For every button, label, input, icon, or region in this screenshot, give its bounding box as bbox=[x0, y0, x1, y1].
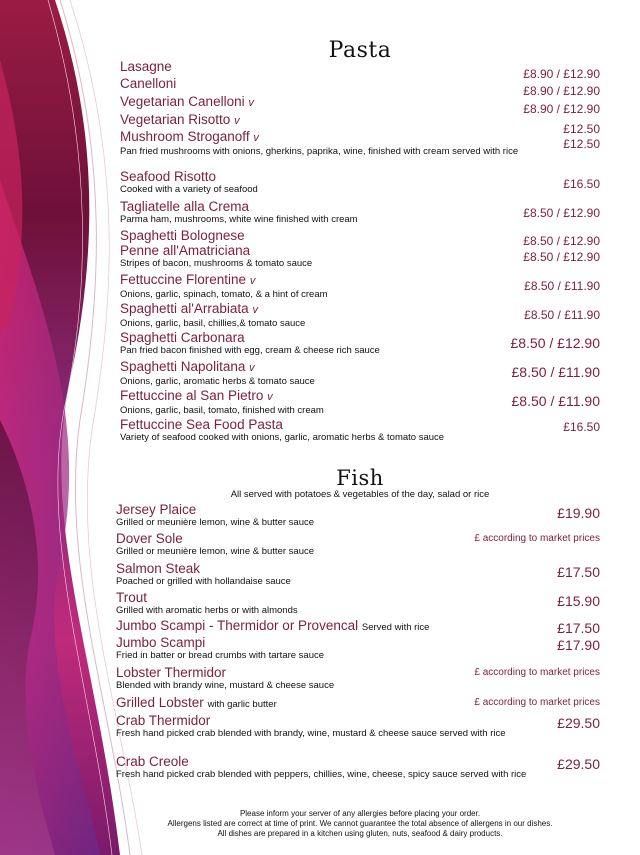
item-name bbox=[120, 169, 600, 184]
item-name-text: Vegetarian Risotto bbox=[120, 112, 231, 127]
menu-item bbox=[116, 561, 600, 587]
item-price: £15.90 bbox=[557, 593, 600, 609]
item-price: £12.50 bbox=[563, 137, 600, 151]
item-name-text: Salmon Steak bbox=[116, 561, 201, 576]
item-name bbox=[116, 635, 600, 650]
item-name bbox=[116, 754, 600, 769]
item-inline-note: Served with rice bbox=[361, 622, 430, 633]
item-name bbox=[116, 713, 600, 728]
menu-item bbox=[116, 695, 600, 712]
menu-item bbox=[120, 94, 600, 116]
footer-line: All dishes are prepared in a kitchen using gluten, nuts, seafood & dairy products. bbox=[217, 829, 503, 838]
menu-item bbox=[120, 417, 600, 443]
menu-item bbox=[120, 330, 600, 356]
item-price: £16.50 bbox=[563, 420, 600, 434]
footer-line: Allergens listed are correct at time of print. We cannot guarantee the total absence of allergens in our dishes. bbox=[167, 819, 553, 828]
footer-line: Please inform your server of any allergies before placing your order. bbox=[239, 809, 481, 818]
item-description: Onions, garlic, basil, tomato, finished with cream bbox=[120, 405, 324, 416]
item-price: £8.50 / £11.90 bbox=[524, 308, 600, 322]
vegetarian-marker: v bbox=[234, 115, 240, 127]
menu-item bbox=[116, 590, 600, 616]
item-price: £8.90 / £12.90 bbox=[523, 67, 600, 81]
item-description: Pan fried bacon finished with egg, cream & cheese rich sauce bbox=[120, 345, 380, 356]
item-name-text: Mushroom Stroganoff bbox=[120, 129, 250, 144]
item-name-text: Fettuccine Sea Food Pasta bbox=[120, 417, 283, 432]
menu-item bbox=[116, 754, 600, 780]
item-name-text: Crab Creole bbox=[116, 754, 189, 769]
item-name-text: Vegetarian Canelloni bbox=[120, 94, 245, 109]
item-description: Onions, garlic, basil, chillies,& tomato sauce bbox=[120, 318, 306, 329]
item-name-text: Dover Sole bbox=[116, 531, 183, 546]
item-price: £8.50 / £12.90 bbox=[523, 234, 600, 248]
item-price: £8.90 / £12.90 bbox=[523, 84, 600, 98]
item-price: £ according to market prices bbox=[474, 667, 600, 678]
item-name-text: Spaghetti Bolognese bbox=[120, 228, 245, 243]
item-description: Parma ham, mushrooms, white wine finished with cream bbox=[120, 214, 358, 225]
menu-item bbox=[120, 169, 600, 195]
item-description: Grilled with aromatic herbs or with almonds bbox=[116, 605, 298, 616]
item-price: £ according to market prices bbox=[474, 533, 600, 544]
menu-item bbox=[116, 618, 600, 635]
fish-subtitle: All served with potatoes & vegetables of the day, salad or rice bbox=[230, 489, 490, 500]
item-description: Fried in batter or bread crumbs with tartare sauce bbox=[116, 650, 325, 661]
menu-item bbox=[120, 59, 600, 81]
item-price: £8.50 / £11.90 bbox=[511, 393, 600, 409]
item-description: Pan fried mushrooms with onions, gherkins, paprika, wine, finished with cream served with rice bbox=[120, 146, 519, 157]
item-description: Fresh hand picked crab blended with brandy, wine, mustard & cheese sauce served with rice bbox=[116, 728, 506, 739]
item-name-text: Crab Thermidor bbox=[116, 713, 211, 728]
item-name-text: Spaghetti al'Arrabiata bbox=[120, 301, 249, 316]
item-name bbox=[116, 561, 600, 576]
item-description: Variety of seafood cooked with onions, garlic, aromatic herbs & tomato sauce bbox=[120, 432, 445, 443]
item-description: Poached or grilled with hollandaise sauce bbox=[116, 576, 291, 587]
menu-item bbox=[120, 272, 600, 300]
menu-item bbox=[120, 129, 600, 157]
item-price: £17.90 bbox=[557, 637, 600, 653]
menu-item bbox=[116, 713, 600, 739]
vegetarian-marker: v bbox=[253, 132, 259, 144]
item-name-text: Trout bbox=[116, 590, 148, 605]
item-name bbox=[116, 590, 600, 605]
item-price: £8.50 / £11.90 bbox=[524, 279, 600, 293]
item-name-text: Jumbo Scampi - Thermidor or Provencal bbox=[116, 618, 359, 633]
item-name bbox=[120, 112, 600, 129]
vegetarian-marker: v bbox=[249, 362, 255, 374]
item-price: £17.50 bbox=[557, 620, 600, 636]
item-name-text: Grilled Lobster bbox=[116, 695, 204, 710]
item-name-text: Jersey Plaice bbox=[116, 502, 197, 517]
vegetarian-marker: v bbox=[248, 97, 254, 109]
item-name-text: Fettuccine Florentine bbox=[120, 272, 247, 287]
menu-item bbox=[120, 228, 600, 248]
pasta-heading: Pasta bbox=[328, 38, 392, 63]
item-name-text: Jumbo Scampi bbox=[116, 635, 206, 650]
item-description: Fresh hand picked crab blended with peppers, chillies, wine, cheese, spicy sauce served with rice bbox=[116, 769, 527, 780]
item-description: Blended with brandy wine, mustard & cheese sauce bbox=[116, 680, 335, 691]
item-price: £29.50 bbox=[557, 715, 600, 731]
item-name-text: Spaghetti Napolitana bbox=[120, 359, 246, 374]
item-description: Stripes of bacon, mushrooms & tomato sauce bbox=[120, 258, 313, 269]
item-name-text: Lobster Thermidor bbox=[116, 665, 227, 680]
fish-heading: Fish bbox=[336, 466, 384, 490]
item-price: £8.50 / £12.90 bbox=[523, 206, 600, 220]
item-name-text: Lasagne bbox=[120, 59, 172, 74]
menu-item bbox=[116, 665, 600, 691]
menu-item bbox=[120, 199, 600, 225]
item-description: Grilled or meunière lemon, wine & butter sauce bbox=[116, 517, 315, 528]
item-name-text: Spaghetti Carbonara bbox=[120, 330, 245, 345]
menu-item bbox=[120, 112, 600, 136]
item-name bbox=[120, 129, 600, 146]
menu-item bbox=[120, 388, 600, 416]
vegetarian-marker: v bbox=[267, 391, 273, 403]
menu-item bbox=[116, 502, 600, 528]
item-description: Onions, garlic, aromatic herbs & tomato sauce bbox=[120, 376, 315, 387]
vegetarian-marker: v bbox=[249, 275, 256, 287]
item-name-text: Penne all'Amatriciana bbox=[120, 243, 251, 258]
menu-item bbox=[116, 531, 600, 557]
menu-item bbox=[120, 301, 600, 329]
item-price: £8.90 / £12.90 bbox=[523, 102, 600, 116]
item-price: £29.50 bbox=[557, 756, 600, 772]
item-name bbox=[116, 618, 600, 635]
item-price: £19.90 bbox=[557, 505, 600, 521]
item-description: Onions, garlic, spinach, tomato, & a hint of cream bbox=[120, 289, 328, 300]
vegetarian-marker: v bbox=[252, 304, 258, 316]
menu-item bbox=[116, 635, 600, 661]
item-name-text: Canelloni bbox=[120, 76, 177, 91]
item-inline-note: with garlic butter bbox=[207, 699, 277, 710]
item-name bbox=[120, 417, 600, 432]
item-price: £8.50 / £11.90 bbox=[511, 364, 600, 380]
item-price: £12.50 bbox=[563, 122, 600, 136]
menu-item bbox=[120, 76, 600, 98]
item-price: £8.50 / £12.90 bbox=[523, 250, 600, 264]
item-description: Grilled or meunière lemon, wine & butter sauce bbox=[116, 546, 315, 557]
item-price: £ according to market prices bbox=[474, 697, 600, 708]
item-name-text: Tagliatelle alla Crema bbox=[120, 199, 250, 214]
item-price: £8.50 / £12.90 bbox=[510, 335, 600, 351]
menu-item bbox=[120, 359, 600, 387]
item-name-text: Fettuccine al San Pietro bbox=[120, 388, 264, 403]
item-description: Cooked with a variety of seafood bbox=[120, 184, 258, 195]
item-price: £17.50 bbox=[557, 564, 600, 580]
allergy-footer bbox=[140, 809, 580, 839]
menu-item bbox=[120, 243, 600, 269]
item-name bbox=[116, 502, 600, 517]
item-price: £16.50 bbox=[563, 177, 600, 191]
item-name-text: Seafood Risotto bbox=[120, 169, 217, 184]
